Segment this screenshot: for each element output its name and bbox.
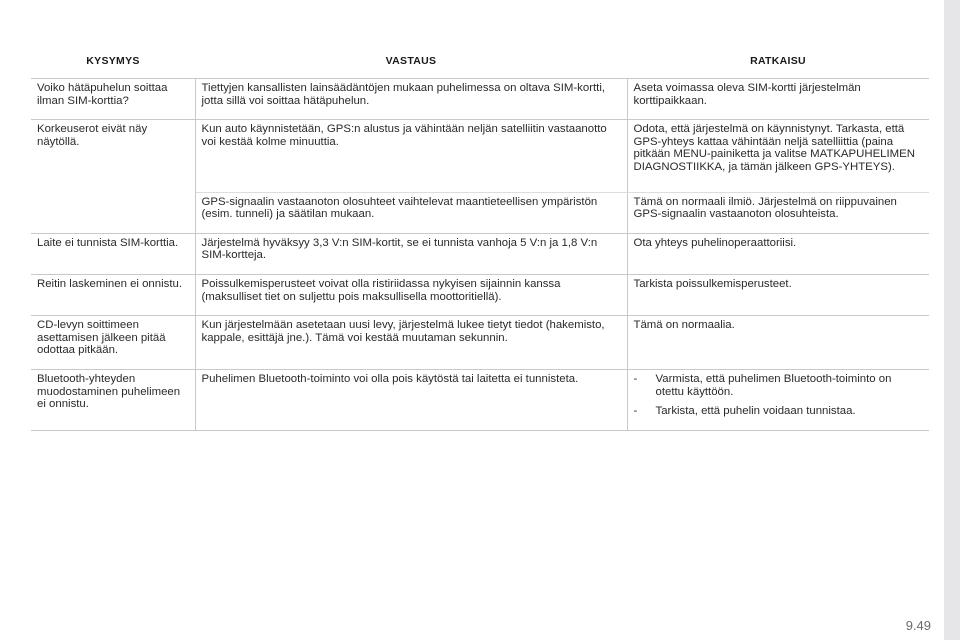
faq-table — [31, 44, 929, 431]
table-row — [31, 79, 929, 120]
table-row — [31, 274, 929, 315]
list-dash: - — [633, 405, 638, 418]
solution-cell: Aseta voimassa oleva SIM-kortti järjestelmän korttipaikkaan. — [627, 79, 929, 120]
solution-cell: Odota, että järjestelmä on käynnistynyt. Tarkasta, että GPS-yhteys kattaa vähintään neljä satelliittia (paina pitkään MENU-painiketta ja valitse MATKAPUHELIMEN DIAGNOSTIIKKA, ja tämän jälkeen GPS-YHTEYS). — [627, 120, 929, 192]
answer-cell: Puhelimen Bluetooth-toiminto voi olla pois käytöstä tai laitetta ei tunnisteta. — [195, 369, 627, 430]
table-row — [31, 316, 929, 370]
header-answer: VASTAUS — [195, 44, 627, 79]
answer-cell: Kun auto käynnistetään, GPS:n alustus ja vähintään neljän satelliitin vastaanotto voi kestää kolme minuuttia. — [195, 120, 627, 192]
answer-cell: GPS-signaalin vastaanoton olosuhteet vaihtelevat maantieteellisen ympäristön (esim. tunneli) ja säätilan mukaan. — [195, 192, 627, 233]
question-cell: Voiko hätäpuhelun soittaa ilman SIM-korttia? — [31, 79, 195, 120]
solution-list — [634, 373, 924, 418]
question-cell: Reitin laskeminen ei onnistu. — [31, 274, 195, 315]
table-row — [31, 369, 929, 430]
list-item — [634, 373, 924, 398]
page-number: 9.49 — [905, 618, 931, 633]
answer-cell: Järjestelmä hyväksyy 3,3 V:n SIM-kortit, se ei tunnista vanhoja 5 V:n ja 1,8 V:n SIM-kortteja. — [195, 233, 627, 274]
solution-cell: Tämä on normaali ilmiö. Järjestelmä on riippuvainen GPS-signaalin vastaanoton olosuhteista. — [627, 192, 929, 233]
question-cell: CD-levyn soittimeen asettamisen jälkeen pitää odottaa pitkään. — [31, 316, 195, 370]
list-item-text: Varmista, että puhelimen Bluetooth-toiminto on otettu käyttöön. — [655, 372, 892, 398]
list-dash: - — [633, 372, 638, 385]
question-cell: Korkeuserot eivät näy näytöllä. — [31, 120, 195, 234]
table-row — [31, 233, 929, 274]
page-edge-strip — [944, 0, 960, 640]
question-cell: Bluetooth-yhteyden muodostaminen puhelimeen ei onnistu. — [31, 369, 195, 430]
solution-cell — [627, 369, 929, 430]
header-question: KYSYMYS — [31, 44, 195, 79]
header-solution: RATKAISU — [627, 44, 929, 79]
answer-cell: Tiettyjen kansallisten lainsäädäntöjen mukaan puhelimessa on oltava SIM-kortti, jotta sillä voi soittaa hätäpuhelun. — [195, 79, 627, 120]
answer-cell: Poissulkemisperusteet voivat olla ristiriidassa nykyisen sijainnin kanssa (maksulliset tiet on suljettu pois maksullisella moottoritiellä). — [195, 274, 627, 315]
question-cell: Laite ei tunnista SIM-korttia. — [31, 233, 195, 274]
list-item — [634, 405, 924, 418]
solution-cell: Tämä on normaalia. — [627, 316, 929, 370]
answer-cell: Kun järjestelmään asetetaan uusi levy, järjestelmä lukee tietyt tiedot (hakemisto, kappale, esittäjä jne.). Tämä voi kestää muutaman sekunnin. — [195, 316, 627, 370]
solution-cell: Ota yhteys puhelinoperaattoriisi. — [627, 233, 929, 274]
list-item-text: Tarkista, että puhelin voidaan tunnistaa. — [655, 405, 856, 418]
solution-cell: Tarkista poissulkemisperusteet. — [627, 274, 929, 315]
table-row — [31, 120, 929, 192]
table-header-row — [31, 44, 929, 79]
